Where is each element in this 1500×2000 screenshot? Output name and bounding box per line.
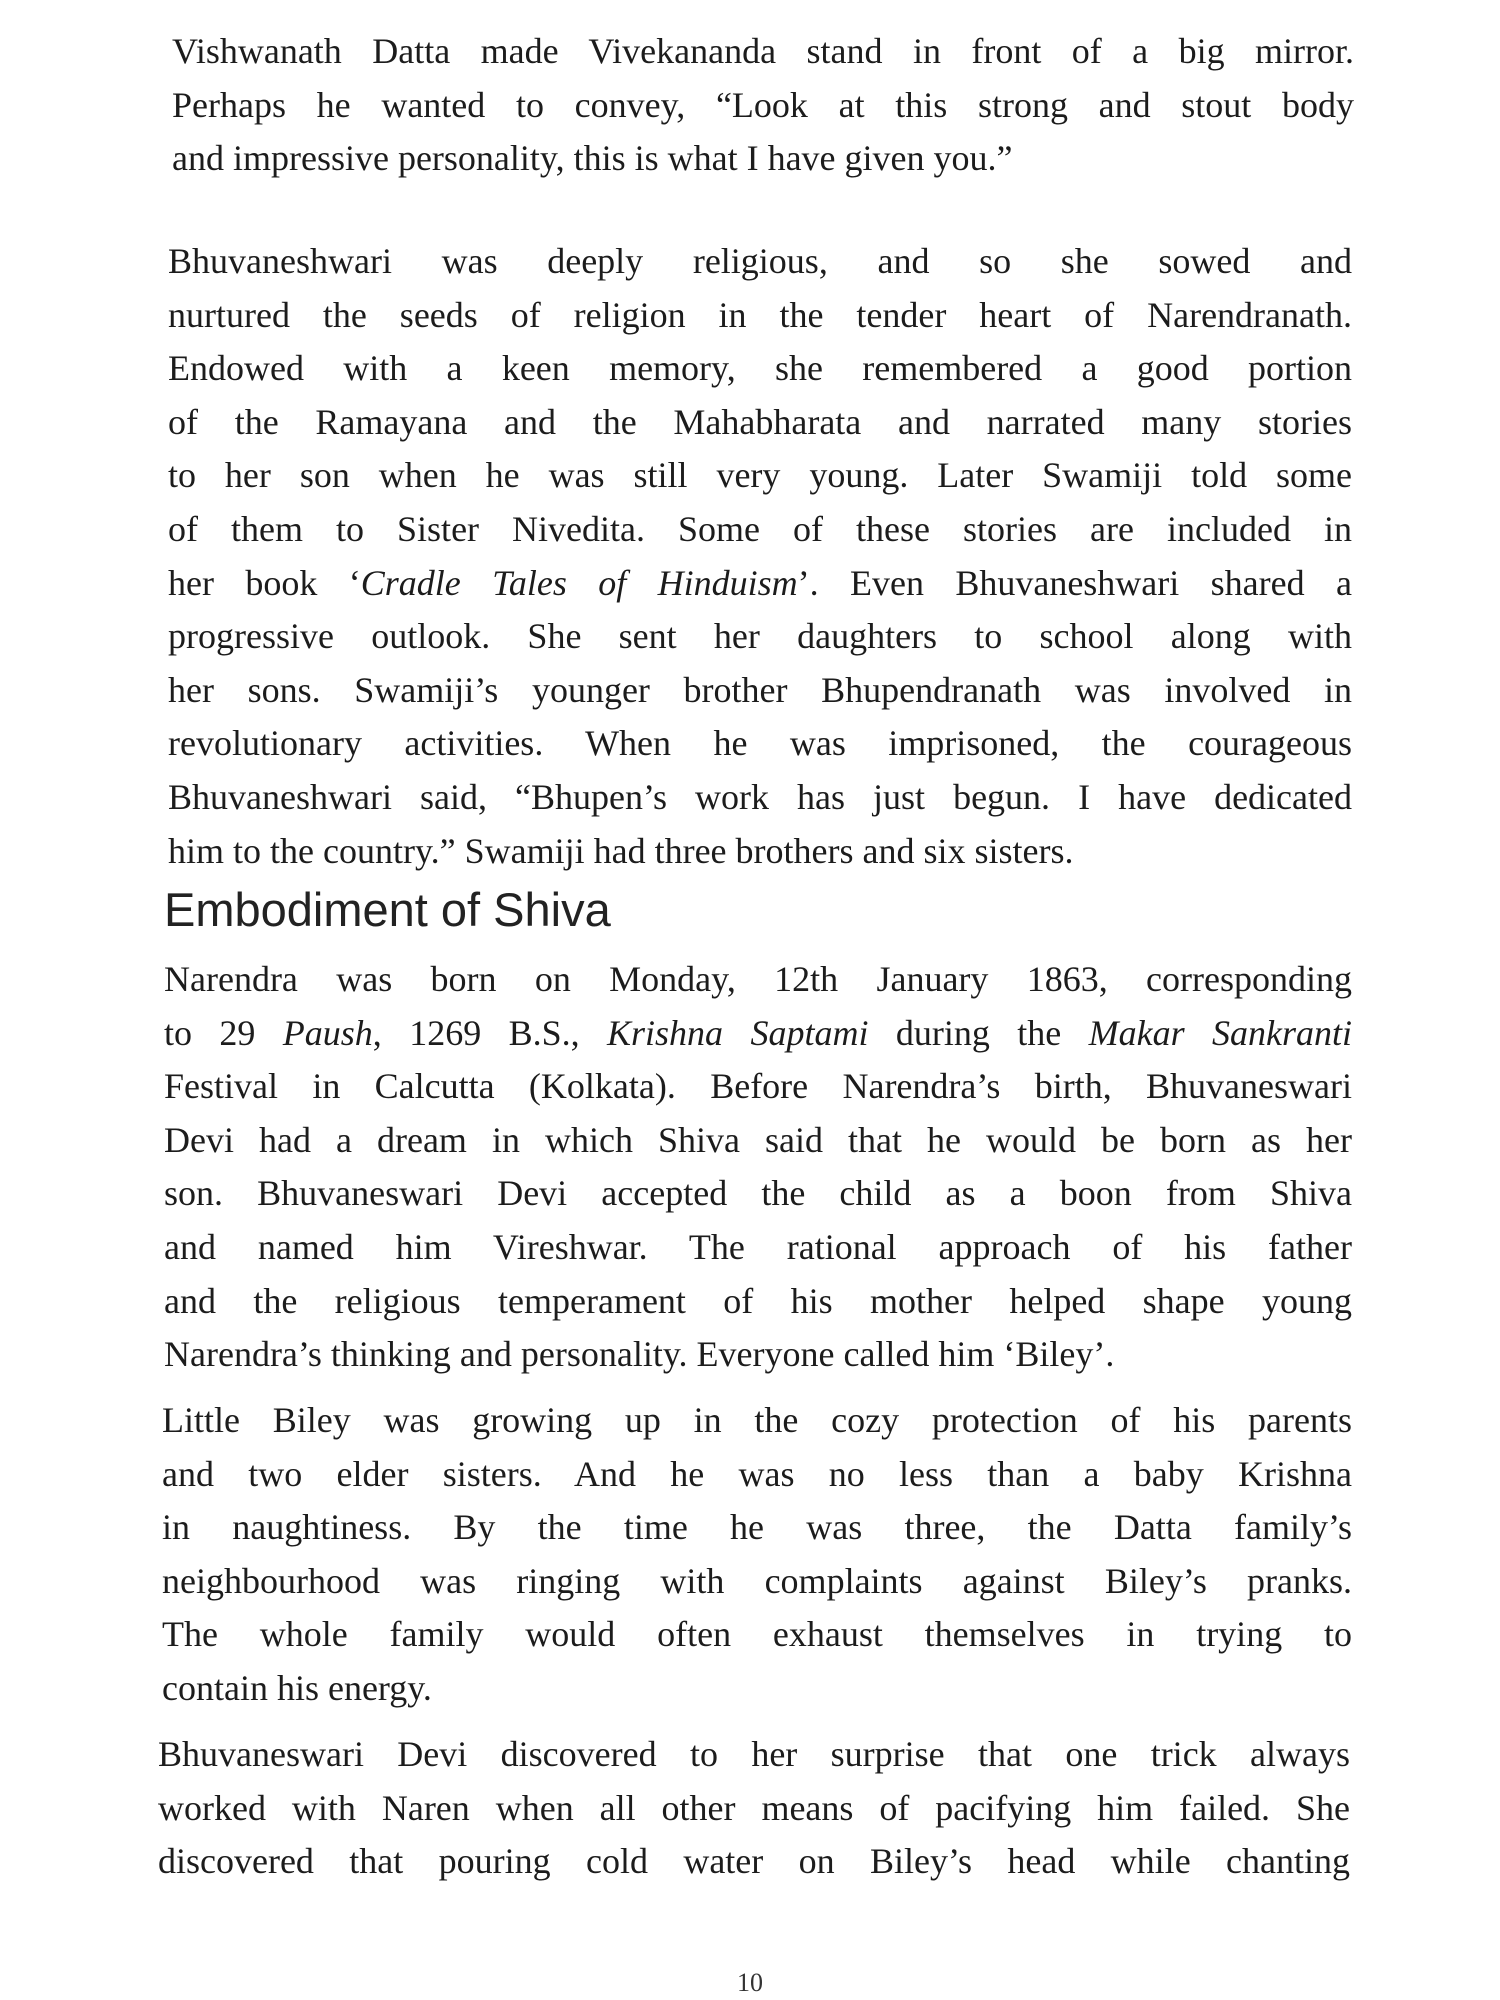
text-line: revolutionary activities. When he was imprisoned, the courageous [168, 723, 1352, 764]
text-segment: during the [868, 1012, 1089, 1053]
text-line: neighbourhood was ringing with complaints against Biley’s pranks. [162, 1560, 1352, 1601]
text-line [164, 1007, 1352, 1061]
text-line: Festival in Calcutta (Kolkata). Before Narendra’s birth, Bhuvaneswari [164, 1066, 1352, 1107]
text-line: Endowed with a keen memory, she remembered a good portion [168, 348, 1352, 389]
page-number: 10 [737, 1968, 763, 1997]
text-line: nurtured the seeds of religion in the tender heart of Narendranath. [168, 294, 1352, 335]
text-line: Perhaps he wanted to convey, “Look at this strong and stout body [172, 84, 1354, 125]
paragraph-bhuvaneshwari [168, 235, 1352, 878]
text-line: worked with Naren when all other means of pacifying him failed. She [158, 1787, 1350, 1828]
text-line: progressive outlook. She sent her daughters to school along with [168, 616, 1352, 657]
text-line: Vishwanath Datta made Vivekananda stand in front of a big mirror. [172, 31, 1354, 71]
paragraph-cold-water [158, 1728, 1350, 1889]
text-line: and the religious temperament of his mother helped shape young [164, 1280, 1352, 1321]
text-segment: , 1269 B.S., [372, 1012, 608, 1053]
text-line: discovered that pouring cold water on Biley’s head while chanting [158, 1841, 1350, 1882]
italic-text: Paush [282, 1012, 373, 1053]
text-line: The whole family would often exhaust themselves in trying to [162, 1614, 1352, 1655]
text-line: Bhuvaneshwari said, “Bhupen’s work has just begun. I have dedicated [168, 776, 1352, 817]
text-line [168, 557, 1352, 611]
text-segment: to 29 [164, 1012, 283, 1053]
text-line: Bhuvaneshwari was deeply religious, and so she sowed and [168, 241, 1352, 281]
text-line: contain his energy. [162, 1667, 432, 1708]
paragraph-little-biley [162, 1394, 1352, 1716]
text-line: in naughtiness. By the time he was three, the Datta family’s [162, 1507, 1352, 1548]
text-line: son. Bhuvaneswari Devi accepted the child as a boon from Shiva [164, 1173, 1352, 1214]
paragraph-birth [164, 953, 1352, 1382]
text-line: and named him Vireshwar. The rational approach of his father [164, 1226, 1352, 1267]
text-line: and impressive personality, this is what I have given you.” [172, 138, 1013, 179]
italic-text: Krishna Saptami [607, 1012, 869, 1053]
text-line: of the Ramayana and the Mahabharata and narrated many stories [168, 401, 1352, 442]
paragraph-mirror [172, 25, 1354, 186]
text-line: of them to Sister Nivedita. Some of these stories are included in [168, 508, 1352, 549]
text-line: him to the country.” Swamiji had three brothers and six sisters. [168, 830, 1074, 871]
text-line: Bhuvaneswari Devi discovered to her surprise that one trick always [158, 1734, 1350, 1774]
italic-text: Cradle Tales of Hinduism [360, 562, 798, 603]
section-heading: Embodiment of Shiva [164, 883, 611, 936]
italic-text: Makar Sankranti [1088, 1012, 1352, 1053]
text-line: Little Biley was growing up in the cozy protection of his parents [162, 1400, 1352, 1440]
text-line: to her son when he was still very young. Later Swamiji told some [168, 455, 1352, 496]
text-line: Devi had a dream in which Shiva said that he would be born as her [164, 1119, 1352, 1160]
text-segment: her book ‘ [168, 562, 361, 603]
text-line: Narendra was born on Monday, 12th January 1863, corresponding [164, 959, 1352, 999]
text-segment: ’. Even Bhuvaneshwari shared a [797, 562, 1352, 603]
text-line: Narendra’s thinking and personality. Everyone called him ‘Biley’. [164, 1334, 1115, 1375]
text-line: and two elder sisters. And he was no less than a baby Krishna [162, 1453, 1352, 1494]
text-line: her sons. Swamiji’s younger brother Bhupendranath was involved in [168, 669, 1352, 710]
